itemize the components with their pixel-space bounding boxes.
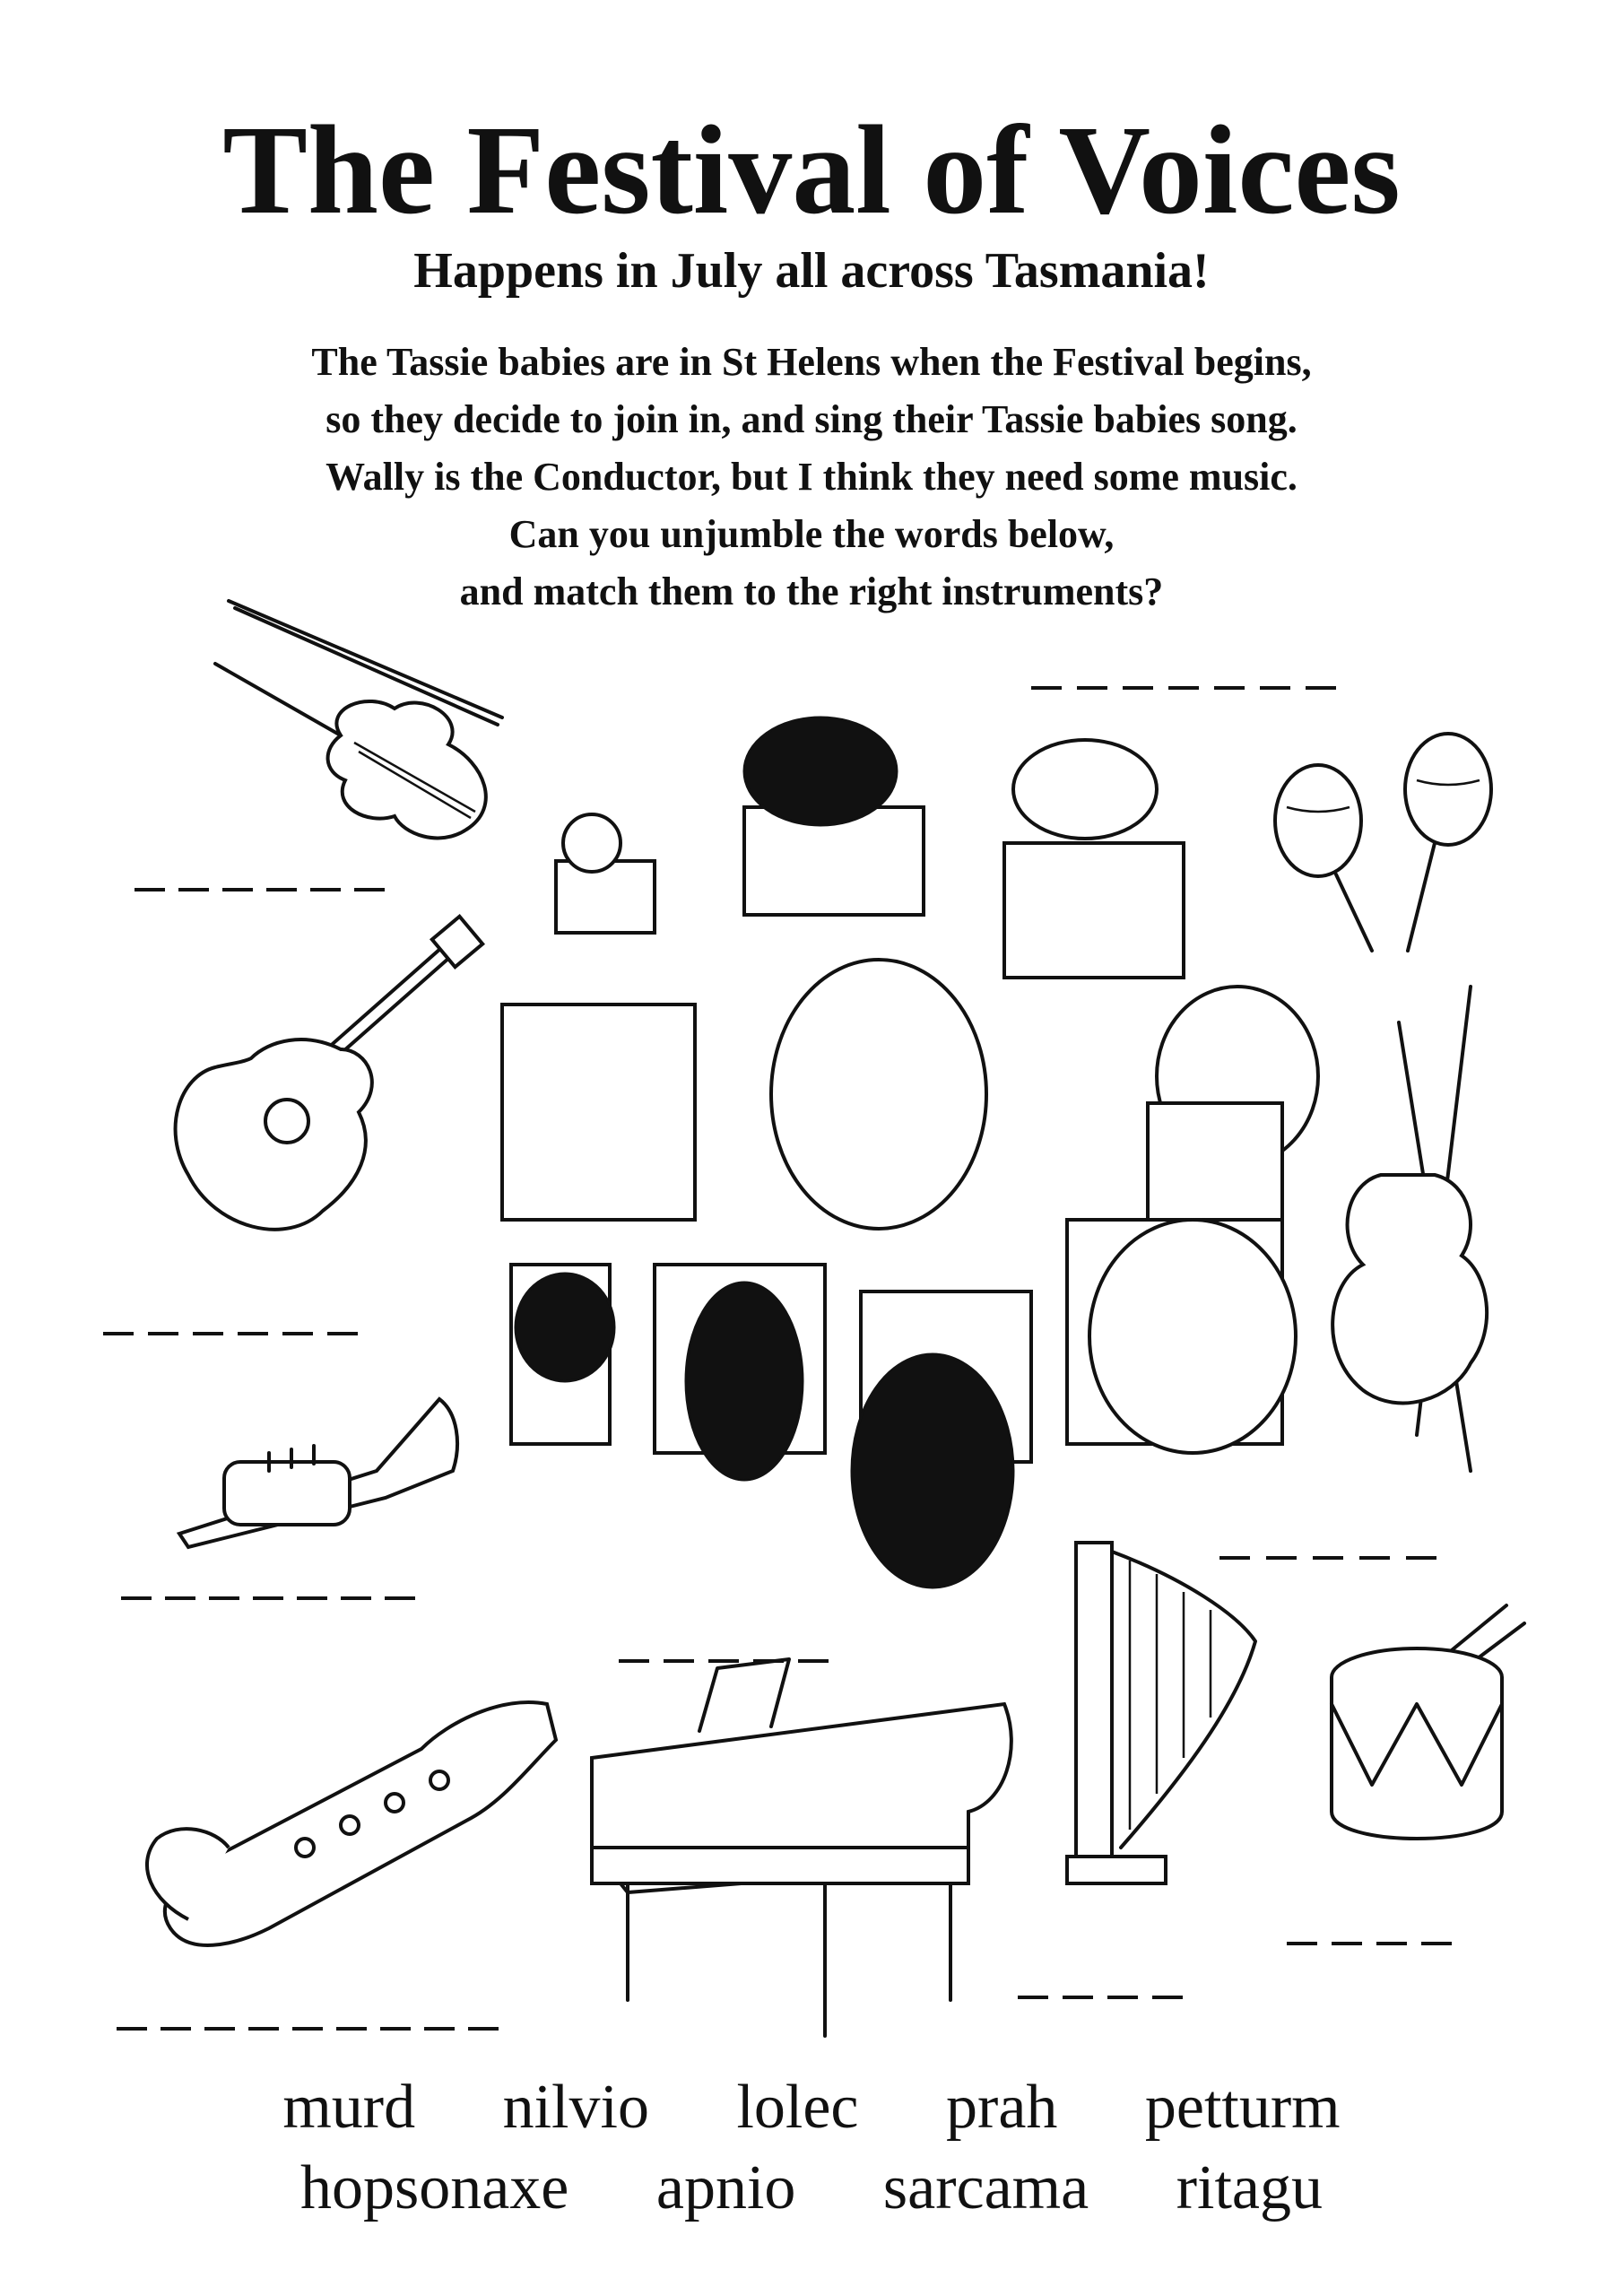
answer-dash	[204, 2027, 235, 2031]
violin-icon	[215, 601, 502, 838]
answer-dash	[135, 888, 165, 891]
answer-dash	[708, 1659, 739, 1663]
answer-dash	[1306, 686, 1336, 690]
answer-dash	[1107, 1996, 1138, 1999]
scrambled-word: sarcama	[882, 2153, 1089, 2222]
answer-blank-guitar[interactable]	[103, 1332, 358, 1335]
instruction-line: Can you unjumble the words below,	[508, 512, 1115, 556]
answer-blank-maracas[interactable]	[1031, 686, 1336, 690]
page-title: The Festival of Voices	[222, 99, 1401, 240]
scrambled-word: murd	[282, 2073, 416, 2142]
answer-dash	[1313, 1556, 1343, 1560]
answer-dash	[253, 1596, 283, 1600]
answer-dash	[161, 2027, 191, 2031]
answer-dash	[117, 2027, 147, 2031]
saxophone-icon	[147, 1702, 556, 1945]
instruction-line: Wally is the Conductor, but I think they need some music.	[325, 455, 1298, 499]
answer-dash	[1077, 686, 1107, 690]
word-bank-row-2	[0, 2152, 1623, 2224]
answer-blank-trumpet[interactable]	[121, 1596, 415, 1600]
answer-dash	[385, 1596, 415, 1600]
answer-dash	[121, 1596, 152, 1600]
harp-icon	[1067, 1543, 1255, 1883]
answer-blank-drum[interactable]	[1287, 1942, 1452, 1945]
answer-dash	[178, 888, 209, 891]
answer-blank-piano[interactable]	[619, 1659, 829, 1663]
answer-dash	[193, 1332, 223, 1335]
word-bank-row-1	[0, 2072, 1623, 2144]
answer-dash	[798, 1659, 829, 1663]
scrambled-word: lolec	[736, 2073, 859, 2142]
answer-dash	[1214, 686, 1245, 690]
answer-dash	[1287, 1942, 1317, 1945]
answer-dash	[310, 888, 341, 891]
answer-dash	[103, 1332, 134, 1335]
answer-dash	[282, 1332, 313, 1335]
answer-dash	[1018, 1996, 1048, 1999]
answer-dash	[664, 1659, 694, 1663]
trumpet-icon	[179, 1399, 457, 1547]
instruction-line: and match them to the right instruments?	[459, 570, 1164, 613]
answer-dash	[1359, 1556, 1390, 1560]
answer-dash	[297, 1596, 327, 1600]
piano-icon	[592, 1659, 1011, 2036]
answer-dash	[1152, 1996, 1183, 1999]
answer-blank-saxophone[interactable]	[117, 2027, 499, 2031]
answer-dash	[1421, 1942, 1452, 1945]
answer-dash	[468, 2027, 499, 2031]
answer-dash	[248, 2027, 279, 2031]
answer-blank-harp[interactable]	[1018, 1996, 1183, 1999]
answer-dash	[1123, 686, 1153, 690]
answer-dash	[341, 1596, 371, 1600]
answer-dash	[1031, 686, 1062, 690]
instruction-line: so they decide to join in, and sing their Tassie babies song.	[325, 397, 1298, 441]
scrambled-word: prah	[946, 2073, 1058, 2142]
drum-icon	[1332, 1605, 1524, 1839]
answer-dash	[380, 2027, 411, 2031]
answer-dash	[1376, 1942, 1407, 1945]
cello-icon	[1332, 987, 1487, 1471]
page-subtitle: Happens in July all across Tasmania!	[413, 243, 1210, 299]
answer-dash	[619, 1659, 649, 1663]
answer-dash	[753, 1659, 784, 1663]
answer-dash	[238, 1332, 268, 1335]
guitar-icon	[176, 917, 483, 1230]
answer-dash	[209, 1596, 239, 1600]
scrambled-word: hopsonaxe	[300, 2153, 569, 2222]
answer-dash	[1260, 686, 1290, 690]
answer-dash	[1168, 686, 1199, 690]
singing-animals-choir	[502, 718, 1318, 1587]
scrambled-word: petturm	[1144, 2073, 1341, 2142]
answer-blank-cello[interactable]	[1219, 1556, 1436, 1560]
scrambled-word: ritagu	[1176, 2153, 1323, 2222]
answer-dash	[266, 888, 297, 891]
answer-dash	[148, 1332, 178, 1335]
answer-blank-violin[interactable]	[135, 888, 385, 891]
scrambled-word: apnio	[655, 2153, 796, 2222]
answer-dash	[165, 1596, 195, 1600]
answer-dash	[354, 888, 385, 891]
scrambled-word: nilvio	[502, 2073, 649, 2142]
answer-dash	[327, 1332, 358, 1335]
answer-dash	[1406, 1556, 1436, 1560]
answer-dash	[424, 2027, 455, 2031]
answer-dash	[292, 2027, 323, 2031]
instruction-line: The Tassie babies are in St Helens when the Festival begins,	[311, 340, 1312, 384]
answer-dash	[336, 2027, 367, 2031]
answer-dash	[1332, 1942, 1362, 1945]
answer-dash	[1266, 1556, 1297, 1560]
answer-dash	[1219, 1556, 1250, 1560]
answer-dash	[1063, 1996, 1093, 1999]
answer-dash	[222, 888, 253, 891]
maracas-icon	[1275, 734, 1491, 951]
